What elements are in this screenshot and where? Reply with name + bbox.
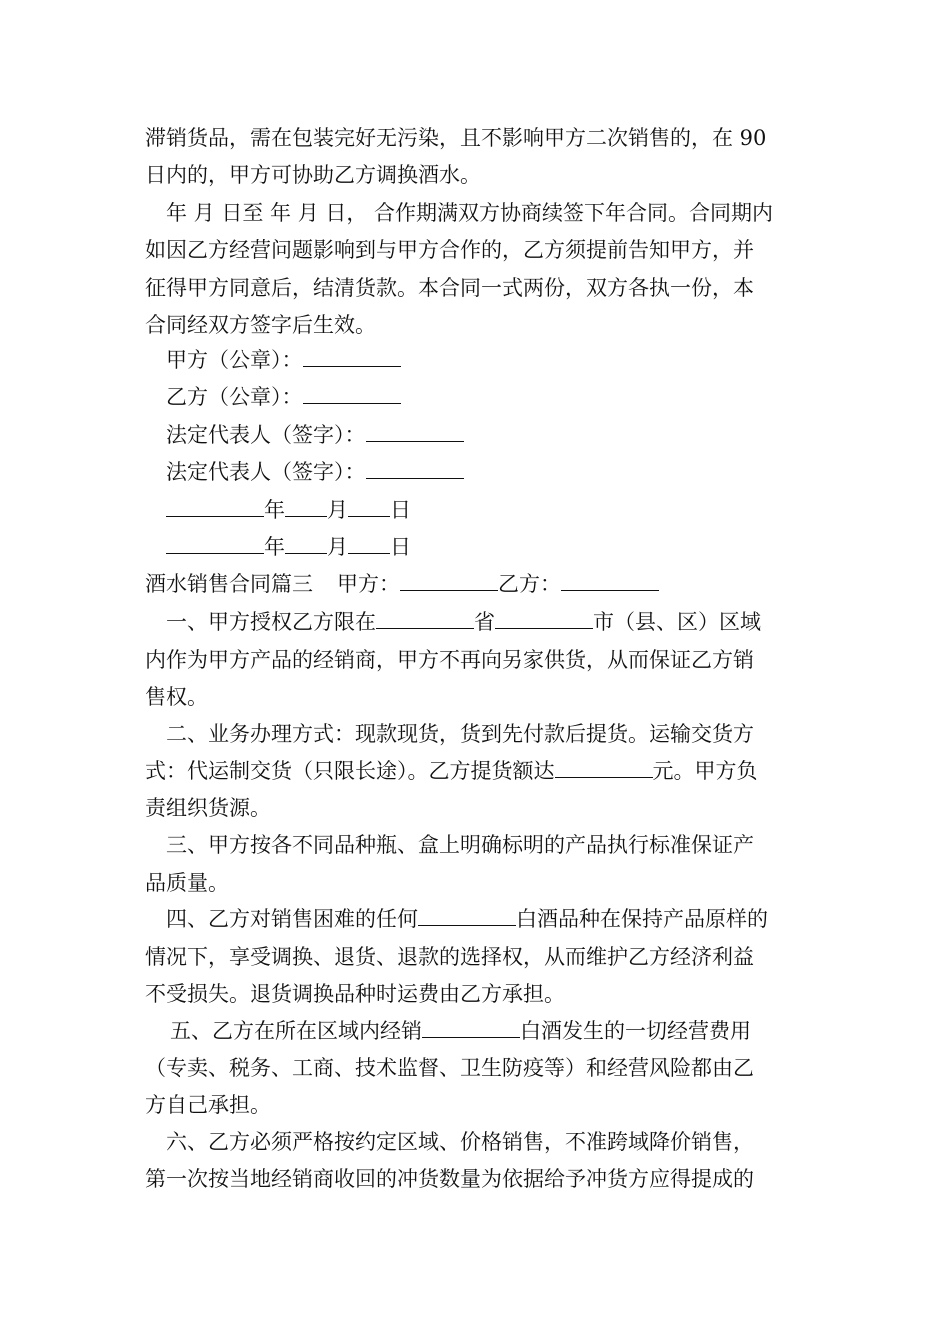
text-segment: 白酒发生的一切经营费用 bbox=[520, 1019, 751, 1043]
day-blank bbox=[348, 533, 390, 554]
signature-label: 甲方（公章）： bbox=[166, 348, 303, 372]
paragraph-line: 责组织货源。 bbox=[145, 796, 271, 820]
text-segment: 白酒品种在保持产品原样的 bbox=[516, 907, 768, 931]
month-blank bbox=[285, 496, 327, 517]
paragraph-line: 品质量。 bbox=[145, 871, 229, 895]
paragraph-line: 三、甲方按各不同品种瓶、盒上明确标明的产品执行标准保证产 bbox=[166, 833, 754, 857]
month-label: 月 bbox=[327, 535, 348, 559]
signature-blank bbox=[366, 421, 464, 442]
paragraph-line: （专卖、税务、工商、技术监督、卫生防疫等）和经营风险都由乙 bbox=[145, 1056, 754, 1080]
product-blank bbox=[422, 1017, 520, 1038]
signature-label: 乙方（公章）： bbox=[166, 385, 303, 409]
party-a-label: 甲方： bbox=[337, 572, 400, 596]
paragraph-line bbox=[166, 905, 836, 933]
amount-blank bbox=[555, 757, 653, 778]
paragraph-line bbox=[166, 608, 836, 636]
paragraph-line: 情况下，享受调换、退货、退款的选择权，从而维护乙方经济利益 bbox=[145, 945, 754, 969]
signature-blank bbox=[303, 383, 401, 404]
product-blank bbox=[418, 905, 516, 926]
signature-line-representative-b bbox=[166, 458, 836, 486]
paragraph-line: 售权。 bbox=[145, 685, 208, 709]
paragraph-line: 六、乙方必须严格按约定区域、价格销售，不准跨域降价销售， bbox=[166, 1130, 754, 1154]
day-label: 日 bbox=[390, 535, 411, 559]
text-segment: 市（县、区）区域 bbox=[593, 610, 761, 634]
day-label: 日 bbox=[390, 498, 411, 522]
signature-blank bbox=[366, 458, 464, 479]
text-segment: 式：代运制交货（只限长途）。乙方提货额达 bbox=[145, 759, 555, 783]
party-b-blank bbox=[561, 570, 659, 591]
city-blank bbox=[495, 608, 593, 629]
paragraph-line: 内作为甲方产品的经销商，甲方不再向另家供货，从而保证乙方销 bbox=[145, 648, 754, 672]
date-line bbox=[166, 533, 836, 561]
paragraph-line: 年 月 日至 年 月 日， 合作期满双方协商续签下年合同。合同期内 bbox=[166, 201, 774, 225]
signature-line-representative-a bbox=[166, 421, 836, 449]
paragraph-line: 日内的，甲方可协助乙方调换酒水。 bbox=[145, 163, 481, 187]
section-heading: 酒水销售合同篇三 bbox=[145, 572, 313, 596]
year-blank bbox=[166, 533, 264, 554]
text-segment: 五、乙方在所在区域内经销 bbox=[170, 1019, 422, 1043]
year-blank bbox=[166, 496, 264, 517]
signature-label: 法定代表人（签字）： bbox=[166, 423, 366, 447]
day-blank bbox=[348, 496, 390, 517]
signature-line-party-a bbox=[166, 346, 836, 374]
paragraph-line: 二、业务办理方式：现款现货，货到先付款后提货。运输交货方 bbox=[166, 722, 754, 746]
paragraph-line: 第一次按当地经销商收回的冲货数量为依据给予冲货方应得提成的 bbox=[145, 1167, 754, 1191]
text-segment: 元。甲方负 bbox=[652, 759, 758, 783]
year-label: 年 bbox=[264, 498, 285, 522]
paragraph-line: 合同经双方签字后生效。 bbox=[145, 313, 376, 337]
month-blank bbox=[285, 533, 327, 554]
province-blank bbox=[376, 608, 474, 629]
date-line bbox=[166, 496, 836, 524]
party-a-blank bbox=[400, 570, 498, 591]
paragraph-line: 滞销货品，需在包装完好无污染，且不影响甲方二次销售的，在 90 bbox=[145, 126, 767, 150]
paragraph-line: 如因乙方经营问题影响到与甲方合作的，乙方须提前告知甲方，并 bbox=[145, 238, 754, 262]
paragraph-line: 不受损失。退货调换品种时运费由乙方承担。 bbox=[145, 982, 565, 1006]
paragraph-line bbox=[145, 757, 815, 785]
paragraph-line: 方自己承担。 bbox=[145, 1093, 271, 1117]
year-label: 年 bbox=[264, 535, 285, 559]
signature-line-party-b bbox=[166, 383, 836, 411]
text-segment: 四、乙方对销售困难的任何 bbox=[166, 907, 418, 931]
paragraph-line bbox=[170, 1017, 840, 1045]
text-segment: 省 bbox=[474, 610, 495, 634]
party-b-label: 乙方： bbox=[498, 572, 561, 596]
section-heading-line bbox=[145, 570, 815, 598]
signature-label: 法定代表人（签字）： bbox=[166, 460, 366, 484]
text-segment: 一、甲方授权乙方限在 bbox=[166, 610, 376, 634]
month-label: 月 bbox=[327, 498, 348, 522]
paragraph-line: 征得甲方同意后，结清货款。本合同一式两份，双方各执一份，本 bbox=[145, 276, 754, 300]
signature-blank bbox=[303, 346, 401, 367]
